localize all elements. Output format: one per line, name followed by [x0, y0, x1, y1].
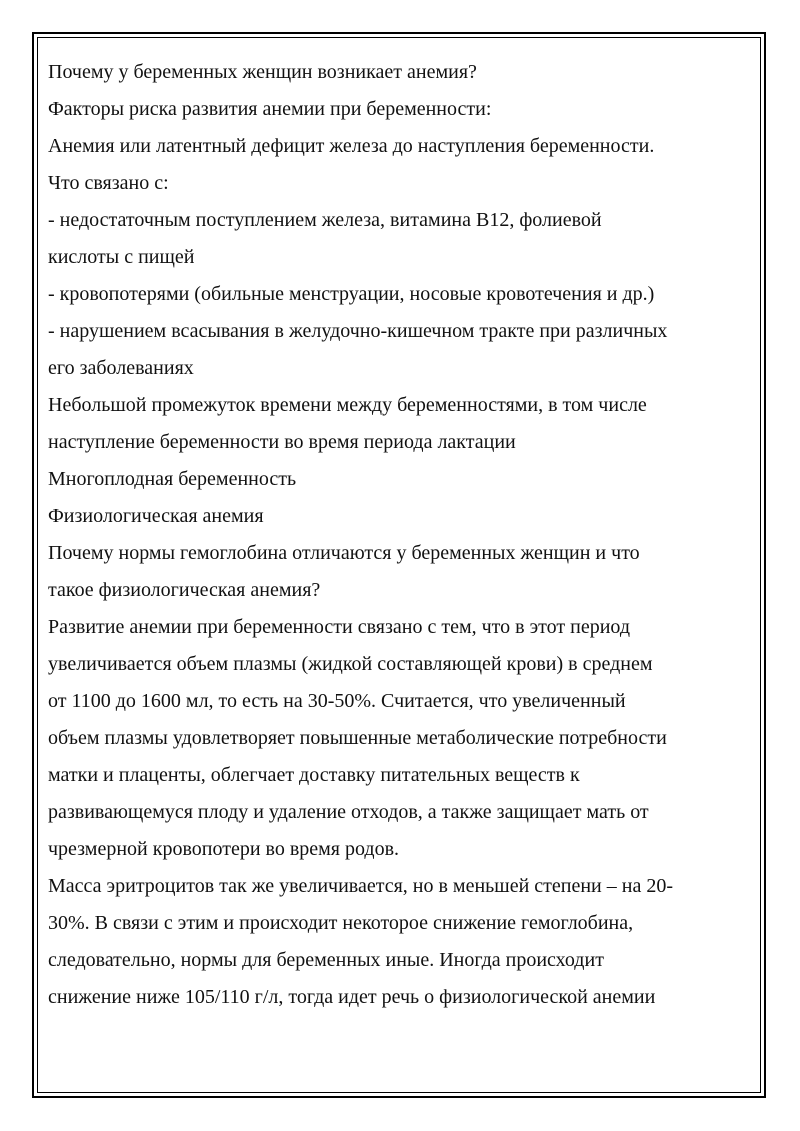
- paragraph-line: чрезмерной кровопотери во время родов.: [48, 838, 400, 860]
- heading-physiological-anemia: Физиологическая анемия: [48, 505, 264, 527]
- text-line: Что связано с:: [48, 172, 169, 194]
- paragraph-line: матки и плаценты, облегчает доставку питательных веществ к: [48, 764, 580, 786]
- list-item-line: кислоты с пищей: [48, 246, 195, 268]
- list-item-line: его заболеваниях: [48, 357, 194, 379]
- paragraph-line: от 1100 до 1600 мл, то есть на 30-50%. Считается, что увеличенный: [48, 690, 626, 712]
- heading-risk-factors: Факторы риска развития анемии при беременности:: [48, 98, 492, 120]
- heading-why-anemia: Почему у беременных женщин возникает анемия?: [48, 61, 477, 83]
- paragraph-line: Развитие анемии при беременности связано с тем, что в этот период: [48, 616, 631, 638]
- paragraph-line: следовательно, нормы для беременных иные. Иногда происходит: [48, 949, 604, 971]
- text-line: такое физиологическая анемия?: [48, 579, 321, 601]
- document-body: [48, 54, 738, 1016]
- list-item-line: - кровопотерями (обильные менструации, носовые кровотечения и др.): [48, 283, 655, 305]
- text-line: Многоплодная беременность: [48, 468, 297, 490]
- paragraph-line: увеличивается объем плазмы (жидкой составляющей крови) в среднем: [48, 653, 653, 675]
- paragraph-line: снижение ниже 105/110 г/л, тогда идет речь о физиологической анемии: [48, 986, 656, 1008]
- text-line: наступление беременности во время периода лактации: [48, 431, 516, 453]
- text-line: Анемия или латентный дефицит железа до наступления беременности.: [48, 135, 655, 157]
- list-item-line: - нарушением всасывания в желудочно-кишечном тракте при различных: [48, 320, 668, 342]
- list-item-line: - недостаточным поступлением железа, витамина В12, фолиевой: [48, 209, 602, 231]
- paragraph-line: 30%. В связи с этим и происходит некоторое снижение гемоглобина,: [48, 912, 634, 934]
- text-line: Небольшой промежуток времени между беременностями, в том числе: [48, 394, 647, 416]
- text-line: Почему нормы гемоглобина отличаются у беременных женщин и что: [48, 542, 640, 564]
- paragraph-line: объем плазмы удовлетворяет повышенные метаболические потребности: [48, 727, 667, 749]
- paragraph-line: Масса эритроцитов так же увеличивается, но в меньшей степени – на 20-: [48, 875, 673, 897]
- paragraph-line: развивающемуся плоду и удаление отходов, а также защищает мать от: [48, 801, 649, 823]
